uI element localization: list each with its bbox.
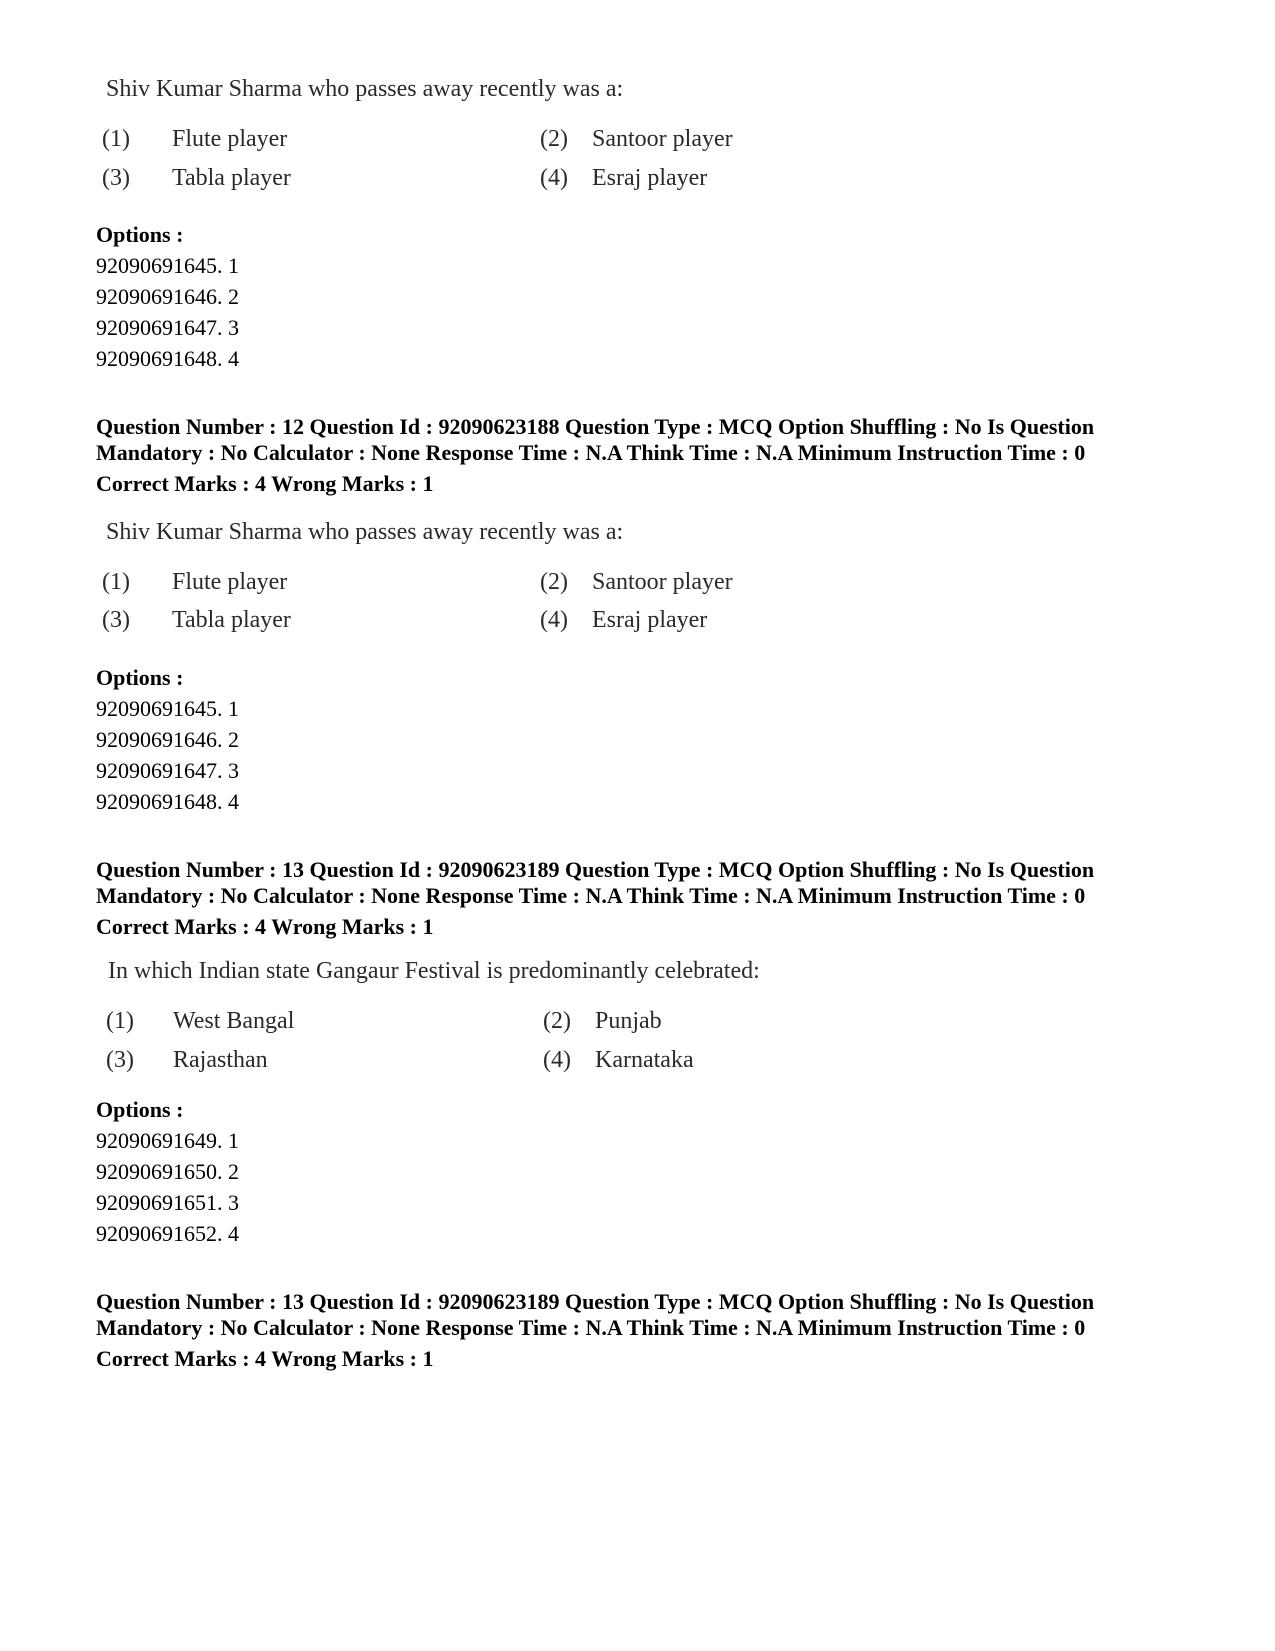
choice-number: (1) (102, 126, 130, 152)
choice-2 (543, 1008, 662, 1035)
choice-number: (4) (543, 1047, 571, 1073)
meta-line: Question Number : 13 Question Id : 92090623189 Question Type : MCQ Option Shuffling : No Is Question (96, 1289, 1095, 1314)
choice-text: Santoor player (592, 569, 733, 595)
choice-1 (102, 569, 287, 596)
option-line: 92090691645. 1 (96, 253, 239, 278)
choice-1 (106, 1008, 294, 1035)
choice-text: Esraj player (592, 607, 708, 633)
meta-line: Question Number : 13 Question Id : 92090623189 Question Type : MCQ Option Shuffling : No Is Question (96, 857, 1095, 882)
option-line: 92090691647. 3 (96, 758, 239, 783)
options-heading: Options : (96, 1097, 184, 1122)
option-line: 92090691646. 2 (96, 284, 239, 309)
choice-text: West Bangal (173, 1008, 295, 1034)
question-stem: In which Indian state Gangaur Festival is predominantly celebrated: (108, 958, 760, 984)
choice-4 (540, 165, 707, 192)
choice-number: (2) (540, 126, 568, 152)
option-line: 92090691648. 4 (96, 346, 239, 371)
choice-number: (3) (102, 607, 130, 633)
option-line: 92090691652. 4 (96, 1221, 239, 1246)
choice-number: (2) (540, 569, 568, 595)
choice-3 (106, 1047, 268, 1074)
choice-number: (3) (106, 1047, 134, 1073)
choice-number: (3) (102, 165, 130, 191)
choice-4 (543, 1047, 694, 1074)
choice-text: Tabla player (172, 165, 291, 191)
meta-line: Correct Marks : 4 Wrong Marks : 1 (96, 471, 434, 496)
option-line: 92090691648. 4 (96, 789, 239, 814)
question-stem: Shiv Kumar Sharma who passes away recently was a: (106, 76, 624, 102)
question-meta (96, 857, 1094, 940)
option-line: 92090691650. 2 (96, 1159, 239, 1184)
choice-text: Flute player (172, 126, 288, 152)
choice-1 (102, 126, 287, 153)
option-line: 92090691645. 1 (96, 696, 239, 721)
meta-line: Mandatory : No Calculator : None Response Time : N.A Think Time : N.A Minimum Instruction Time : 0 (96, 883, 1086, 908)
meta-line: Mandatory : No Calculator : None Response Time : N.A Think Time : N.A Minimum Instruction Time : 0 (96, 440, 1086, 465)
choice-number: (4) (540, 165, 568, 191)
choice-text: Santoor player (592, 126, 733, 152)
choice-text: Rajasthan (173, 1047, 268, 1073)
choice-text: Flute player (172, 569, 288, 595)
question-stem: Shiv Kumar Sharma who passes away recently was a: (106, 519, 624, 545)
option-line: 92090691647. 3 (96, 315, 239, 340)
meta-line: Question Number : 12 Question Id : 92090623188 Question Type : MCQ Option Shuffling : No Is Question (96, 414, 1095, 439)
question-meta (96, 1289, 1094, 1372)
options-heading: Options : (96, 222, 184, 247)
choice-3 (102, 165, 291, 192)
choice-4 (540, 607, 707, 634)
option-line: 92090691649. 1 (96, 1128, 239, 1153)
choice-number: (1) (102, 569, 130, 595)
choice-2 (540, 569, 733, 596)
choice-3 (102, 607, 291, 634)
meta-line: Correct Marks : 4 Wrong Marks : 1 (96, 914, 434, 939)
choice-text: Tabla player (172, 607, 291, 633)
meta-line: Mandatory : No Calculator : None Response Time : N.A Think Time : N.A Minimum Instruction Time : 0 (96, 1315, 1086, 1340)
choice-number: (1) (106, 1008, 134, 1034)
options-heading: Options : (96, 665, 184, 690)
option-line: 92090691646. 2 (96, 727, 239, 752)
option-line: 92090691651. 3 (96, 1190, 239, 1215)
choice-text: Karnataka (595, 1047, 694, 1073)
choice-text: Punjab (595, 1008, 662, 1034)
choice-number: (4) (540, 607, 568, 633)
choice-text: Esraj player (592, 165, 708, 191)
question-meta (96, 414, 1094, 497)
choice-number: (2) (543, 1008, 571, 1034)
choice-2 (540, 126, 733, 153)
meta-line: Correct Marks : 4 Wrong Marks : 1 (96, 1346, 434, 1371)
